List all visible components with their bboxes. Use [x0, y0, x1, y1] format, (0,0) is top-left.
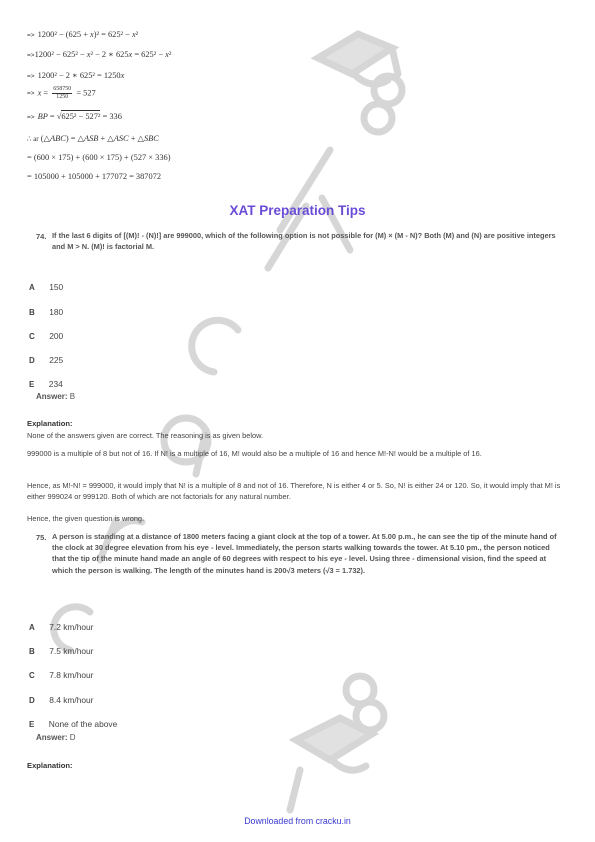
explanation-paragraph: Hence, the given question is wrong.: [27, 514, 145, 523]
math-line-8: = 105000 + 105000 + 177072 = 387072: [27, 172, 162, 181]
option-b[interactable]: B 180: [29, 307, 64, 317]
question-text: A person is standing at a distance of 1800 meters facing a giant clock at the top of a tower. At 5.00 p.m., he can see the tip of the minute hand of the clock at 30 degree elevation from his eye - level. Immediately, the person starts walking towards the tower. At 5.10 pm., the person noticed that the tip of the minute hand made an angle of 60 degrees with respect to his eye - level. Using three - dimensional vision, find the speed at which the person is walking. The length of the minutes hand is 200√3 meters (√3 = 1.732).: [52, 532, 557, 575]
explanation-title: Explanation:: [27, 761, 73, 770]
cap-icon: [318, 34, 398, 84]
cap-icon: [296, 718, 372, 770]
option-d[interactable]: D 225: [29, 355, 64, 365]
option-c[interactable]: C 200: [29, 331, 64, 341]
math-line-6: ∴ ar (△ABC) = △ASB + △ASC + △SBC: [27, 134, 159, 143]
explanation-title: Explanation:: [27, 419, 73, 428]
option-a[interactable]: A 150: [29, 282, 64, 292]
option-e[interactable]: E 234: [29, 379, 63, 389]
footer-link[interactable]: Downloaded from cracku.in: [244, 816, 351, 826]
question-number: 75.: [36, 533, 47, 542]
explanation-paragraph: 999000 is a multiple of 8 but not of 16. If N! is a multiple of 16, M! would also be a multiple of 16 and hence M!-N! would be a multiple of 16.: [27, 449, 482, 458]
math-line-1: => 1200² − (625 + x)² = 625² − x²: [27, 30, 139, 39]
option-d[interactable]: D 8.4 km/hour: [29, 695, 94, 705]
math-line-2: =>1200² − 625² − x² − 2 ∗ 625x = 625² − x²: [27, 50, 172, 59]
section-heading: XAT Preparation Tips: [229, 203, 366, 218]
math-line-3: => 1200² − 2 ∗ 625² = 1250x: [27, 71, 125, 80]
math-line-7: = (600 × 175) + (600 × 175) + (527 × 336): [27, 153, 171, 162]
option-c[interactable]: C 7.8 km/hour: [29, 670, 94, 680]
answer: Answer: B: [36, 392, 76, 401]
explanation-paragraph: Hence, as M!-N! = 999000, it would imply that N! is a multiple of 8 and not of 16. Therefore, N is either 4 or 5. So, N! is either 24 or 120. So, it would imply that M! is either 999024 or 999120. Both of which are not factorials for any natural number.: [27, 481, 561, 501]
answer: Answer: D: [36, 733, 76, 742]
math-line-4: => x = $\frac{658750}{1250}$ = 527: [27, 86, 96, 100]
option-e[interactable]: E None of the above: [29, 719, 118, 729]
question-text: If the last 6 digits of [(M)! - (N)!] are 999000, which of the following option is not possible for (M) × (M - N)? Both (M) and (N) are positive integers and M > N. (M)! is factorial M.: [52, 231, 556, 252]
question-number: 74.: [36, 232, 47, 241]
option-a[interactable]: A 7.2 km/hour: [29, 622, 94, 632]
option-b[interactable]: B 7.5 km/hour: [29, 646, 94, 656]
math-line-5: => BP = √625² − 527² = 336: [27, 112, 122, 121]
fraction: $\frac{658750}{1250}$: [53, 86, 72, 100]
explanation-paragraph: None of the answers given are correct. The reasoning is as given below.: [27, 431, 264, 440]
